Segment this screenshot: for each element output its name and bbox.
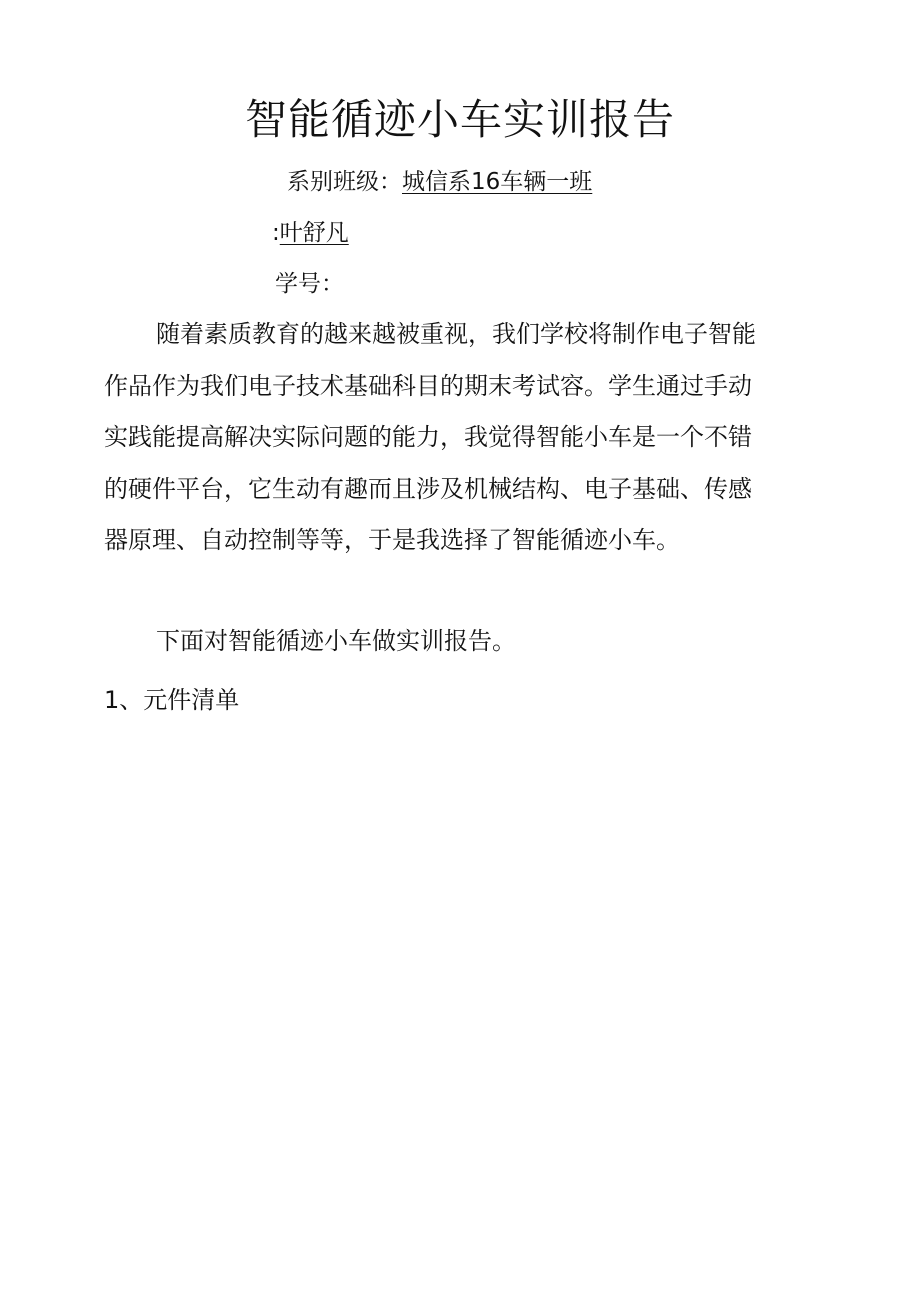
intro-paragraph: 随着素质教育的越来越被重视，我们学校将制作电子智能作品作为我们电子技术基础科目的期末考试容。学生通过手动实践能提高解决实际问题的能力，我觉得智能小车是一个不错的硬件平台，它生动有趣而且涉及机械结构、电子基础、传感器原理、自动控制等等，于是我选择了智能循迹小车。 bbox=[104, 320, 756, 554]
name-line bbox=[272, 217, 349, 249]
student-id-label: 学号： bbox=[275, 271, 344, 297]
class-line bbox=[287, 166, 592, 198]
section-heading-components: 1、元件清单 bbox=[104, 686, 240, 714]
class-label: 系别班级： bbox=[287, 169, 402, 195]
document-title: 智能循迹小车实训报告 bbox=[244, 95, 675, 144]
class-value: 城信系16车辆一班 bbox=[402, 169, 593, 195]
closing-paragraph: 下面对智能循迹小车做实训报告。 bbox=[156, 627, 516, 655]
name-label: : bbox=[272, 220, 280, 246]
name-value: 叶舒凡 bbox=[279, 220, 349, 246]
student-id-line bbox=[275, 268, 344, 300]
